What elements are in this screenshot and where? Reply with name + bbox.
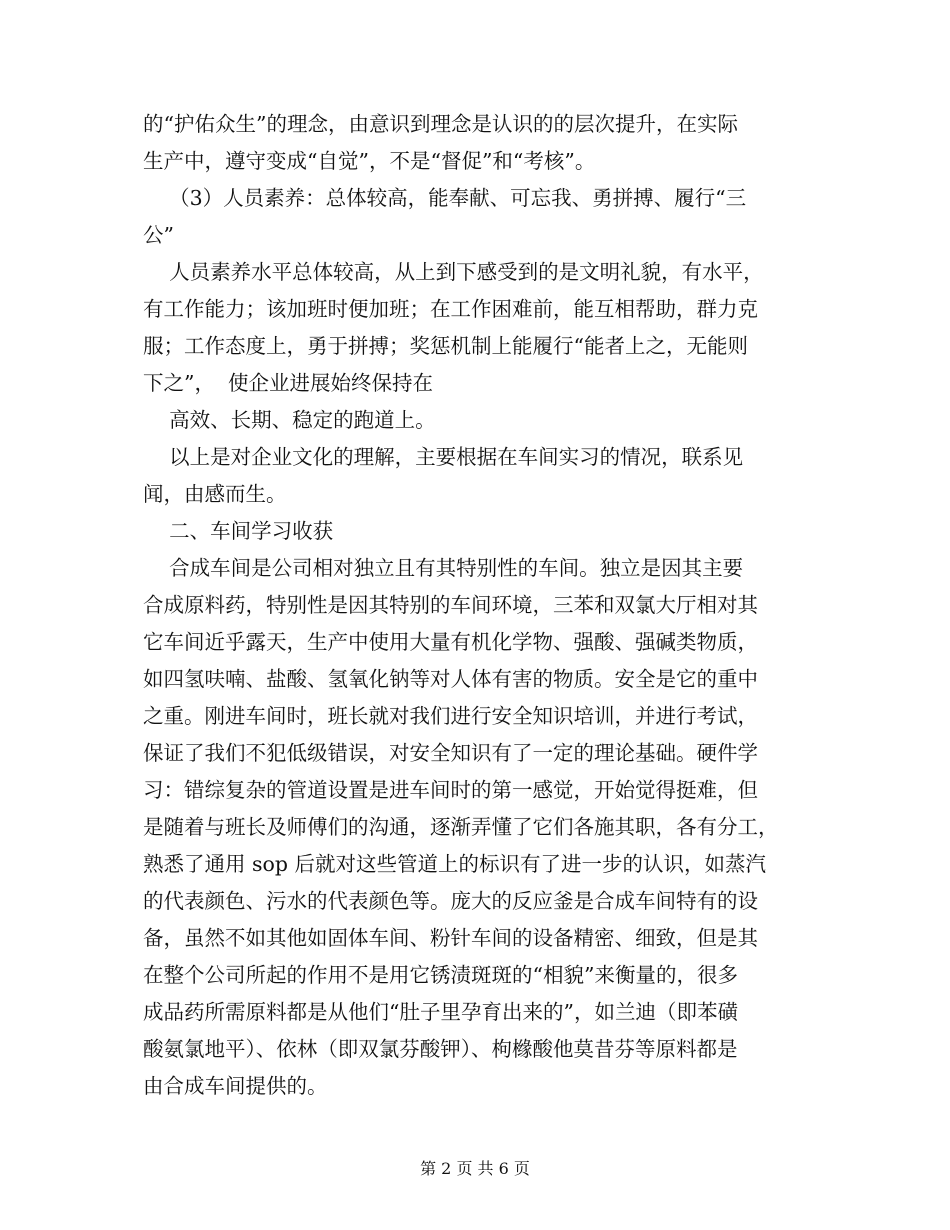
text-line: 公” [143, 223, 174, 247]
text-line: （3）人员素养：总体较高，能奉献、可忘我、勇拼搏、履行“三 [143, 186, 747, 210]
text-line: 之重。刚进车间时，班长就对我们进行安全知识培训，并进行考试， [143, 704, 758, 728]
text-line: 生产中，遵守变成“自觉”，不是“督促”和“考核”。 [143, 149, 596, 173]
text-line: 是随着与班长及师傅们的沟通，逐渐弄懂了它们各施其职，各有分工， [143, 815, 779, 839]
text-line: 它车间近乎露天，生产中使用大量有机化学物、强酸、强碱类物质， [143, 630, 758, 654]
text-line: 的代表颜色、污水的代表颜色等。庞大的反应釜是合成车间特有的设 [143, 889, 758, 913]
text-line: 熟悉了通用 sop 后就对这些管道上的标识有了进一步的认识，如蒸汽 [143, 852, 767, 876]
text-line: 以上是对企业文化的理解，主要根据在车间实习的情况，联系见 [143, 445, 744, 469]
text-line: 有工作能力；该加班时便加班；在工作困难前，能互相帮助，群力克 [143, 297, 758, 321]
text-line: 保证了我们不犯低级错误，对安全知识有了一定的理论基础。硬件学 [143, 741, 758, 765]
text-line: 的“护佑众生”的理念，由意识到理念是认识的的层次提升，在实际 [143, 112, 738, 136]
text-line: 闻，由感而生。 [143, 482, 287, 506]
text-line: 备，虽然不如其他如固体车间、粉针车间的设备精密、细致，但是其 [143, 926, 758, 950]
text-line: 习：错综复杂的管道设置是进车间时的第一感觉，开始觉得挺难，但 [143, 778, 758, 802]
section-heading: 二、车间学习收获 [143, 519, 334, 543]
text-line: 如四氢呋喃、盐酸、氢氧化钠等对人体有害的物质。安全是它的重中 [143, 667, 758, 691]
text-line: 合成车间是公司相对独立且有其特别性的车间。独立是因其主要 [143, 556, 744, 580]
page-number-footer: 第 2 页 共 6 页 [420, 1159, 530, 1178]
text-line: 成品药所需原料都是从他们“肚子里孕育出来的”，如兰迪（即苯磺 [143, 1000, 738, 1024]
text-line: 服；工作态度上，勇于拼搏；奖惩机制上能履行“能者上之，无能则 [143, 334, 748, 358]
text-line: 高效、长期、稳定的跑道上。 [143, 408, 436, 432]
text-line: 酸氨氯地平）、依林（即双氯芬酸钾）、枸橼酸他莫昔芬等原料都是 [143, 1037, 738, 1061]
text-line: 下之”， 使企业进展始终保持在 [143, 371, 434, 395]
text-line: 由合成车间提供的。 [143, 1074, 328, 1098]
text-line: 人员素养水平总体较高，从上到下感受到的是文明礼貌，有水平， [143, 260, 764, 284]
text-line: 合成原料药，特别性是因其特别的车间环境，三苯和双氯大厅相对其 [143, 593, 758, 617]
text-line: 在整个公司所起的作用不是用它锈渍斑斑的“相貌”来衡量的，很多 [143, 963, 738, 987]
